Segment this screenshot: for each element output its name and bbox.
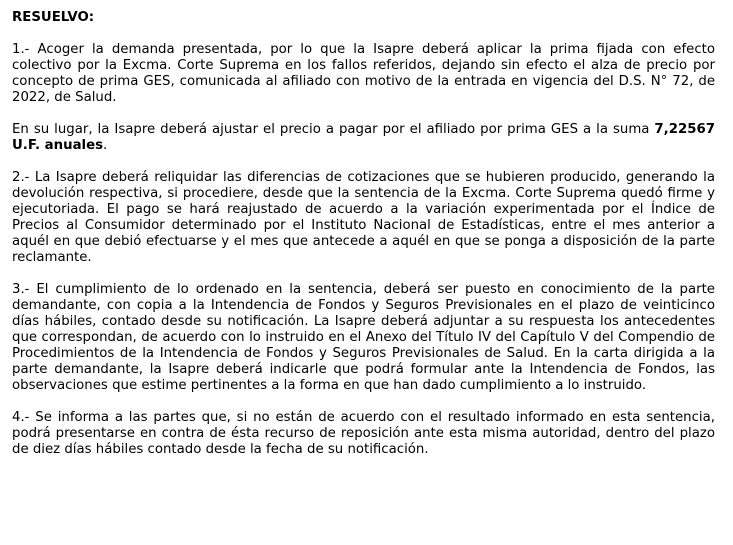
paragraph-3-compliance: 3.- El cumplimiento de lo ordenado en la sentencia, deberá ser puesto en conocimiento de la parte demandante, con copia a la Intendencia de Fondos y Seguros Previsionales en el plazo de veinticinco días hábiles, contado desde su notificación. La Isapre deberá adjuntar a su respuesta los antecedentes que correspondan, de acuerdo con lo instruido en el Anexo del Título IV del Capítulo V del Compendio de Procedimientos de la Intendencia de Fondos y Seguros Previsionales de Salud. En la carta dirigida a la parte demandante, la Isapre deberá indicarle que podrá formular ante la Intendencia de Fondos, las observaciones que estime pertinentes a la forma en que han dado cumplimiento a lo instruido. [12, 282, 715, 393]
paragraph-1-accept-claim: 1.- Acoger la demanda presentada, por lo que la Isapre deberá aplicar la prima fijada con efecto colectivo por la Excma. Corte Suprema en los fallos referidos, dejando sin efecto el alza de precio por concepto de prima GES, comunicada al afiliado con motivo de la entrada en vigencia del D.S. N° 72, de 2022, de Salud. [12, 42, 715, 105]
adjusted-price-amount: 7,22567 U.F. anuales [12, 122, 715, 153]
resolution-heading: RESUELVO: [12, 10, 95, 25]
adjusted-price-end: . [103, 138, 108, 153]
adjusted-price-text: En su lugar, la Isapre deberá ajustar el precio a pagar por el afiliado por prima GES a la suma [12, 122, 655, 137]
paragraph-adjusted-price [12, 122, 715, 154]
paragraph-4-appeal-notice: 4.- Se informa a las partes que, si no están de acuerdo con el resultado informado en esta sentencia, podrá presentarse en contra de ésta recurso de reposición ante esta misma autoridad, dentro del plazo de diez días hábiles contado desde la fecha de su notificación. [12, 410, 715, 457]
paragraph-2-reliquidation: 2.- La Isapre deberá reliquidar las diferencias de cotizaciones que se hubieren producido, generando la devolución respectiva, si procediere, desde que la sentencia de la Excma. Corte Suprema quedó firme y ejecutoriada. El pago se hará reajustado de acuerdo a la variación experimentada por el Índice de Precios al Consumidor determinado por el Instituto Nacional de Estadísticas, entre el mes anterior a aquél en que debió efectuarse y el mes que antecede a aquél en que se ponga a disposición de la parte reclamante. [12, 170, 715, 265]
